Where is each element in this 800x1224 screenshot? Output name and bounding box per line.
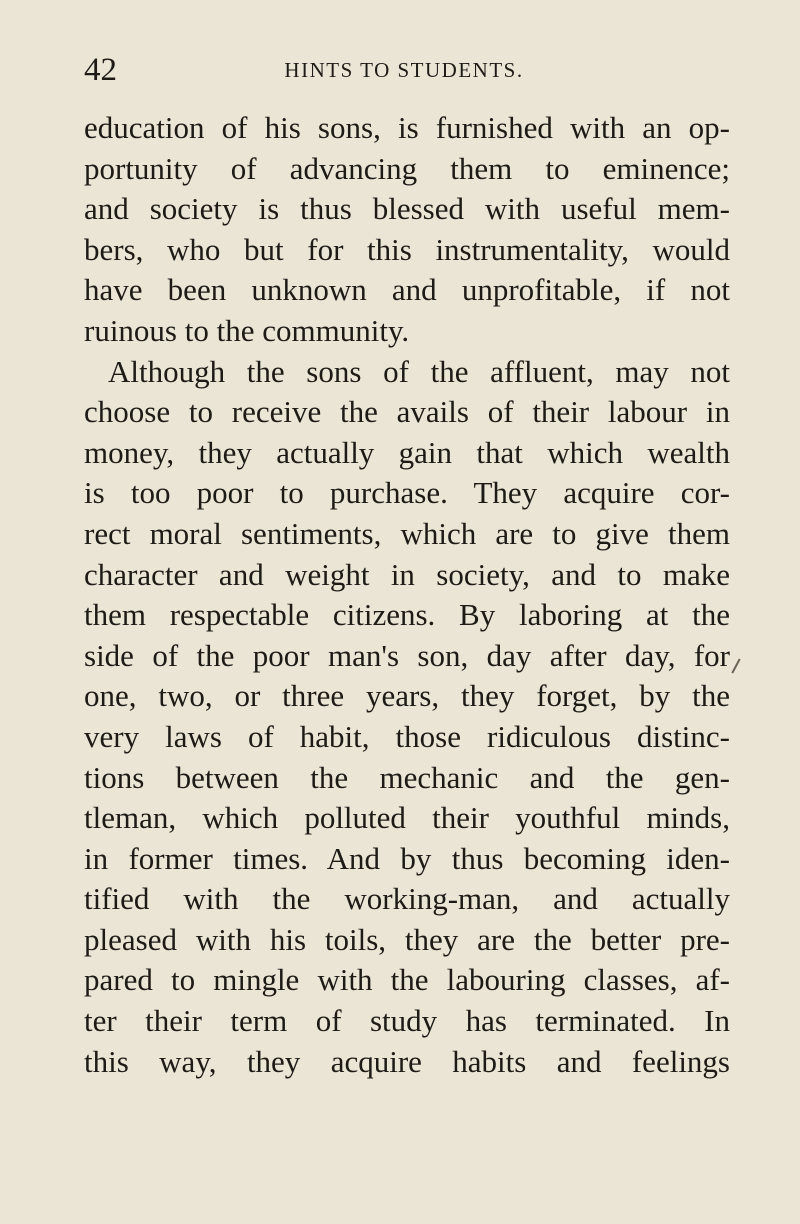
- text-line: choose to receive the avails of their labour in: [84, 394, 730, 430]
- text-line: very laws of habit, those ridiculous distinc-: [84, 718, 730, 754]
- text-line: character and weight in society, and to make: [84, 556, 730, 592]
- text-line: tified with the working-man, and actually: [84, 881, 730, 917]
- text-line: bers, who but for this instrumentality, would: [84, 231, 730, 267]
- text-line: have been unknown and unprofitable, if not: [84, 272, 730, 308]
- text-line: pared to mingle with the labouring classes, af-: [84, 962, 730, 998]
- page-header: [84, 48, 724, 92]
- text-line: tions between the mechanic and the gen-: [84, 759, 730, 795]
- margin-mark: [731, 658, 740, 673]
- text-line: rect moral sentiments, which are to give them: [84, 515, 730, 551]
- body-text: [84, 108, 730, 1082]
- text-line: ter their term of study has terminated. In: [84, 1003, 730, 1039]
- text-line: them respectable citizens. By laboring at the: [84, 597, 730, 633]
- text-line: this way, they acquire habits and feelings: [84, 1043, 730, 1079]
- running-head: HINTS TO STUDENTS.: [284, 58, 524, 82]
- text-line: in former times. And by thus becoming iden-: [84, 840, 730, 876]
- text-line: Although the sons of the affluent, may not: [108, 353, 730, 389]
- text-line: one, two, or three years, they forget, by the: [84, 678, 730, 714]
- text-line: and society is thus blessed with useful mem-: [84, 191, 730, 227]
- text-line: money, they actually gain that which wealth: [84, 434, 730, 470]
- text-line: education of his sons, is furnished with an op-: [84, 110, 730, 145]
- text-line: pleased with his toils, they are the better pre-: [84, 921, 730, 957]
- text-line: is too poor to purchase. They acquire cor-: [84, 475, 730, 511]
- text-line: side of the poor man's son, day after day, for: [84, 637, 730, 673]
- page-number: 42: [84, 52, 117, 88]
- text-line: tleman, which polluted their youthful minds,: [84, 800, 730, 836]
- text-line: portunity of advancing them to eminence;: [84, 150, 730, 186]
- text-line: ruinous to the community.: [84, 312, 410, 348]
